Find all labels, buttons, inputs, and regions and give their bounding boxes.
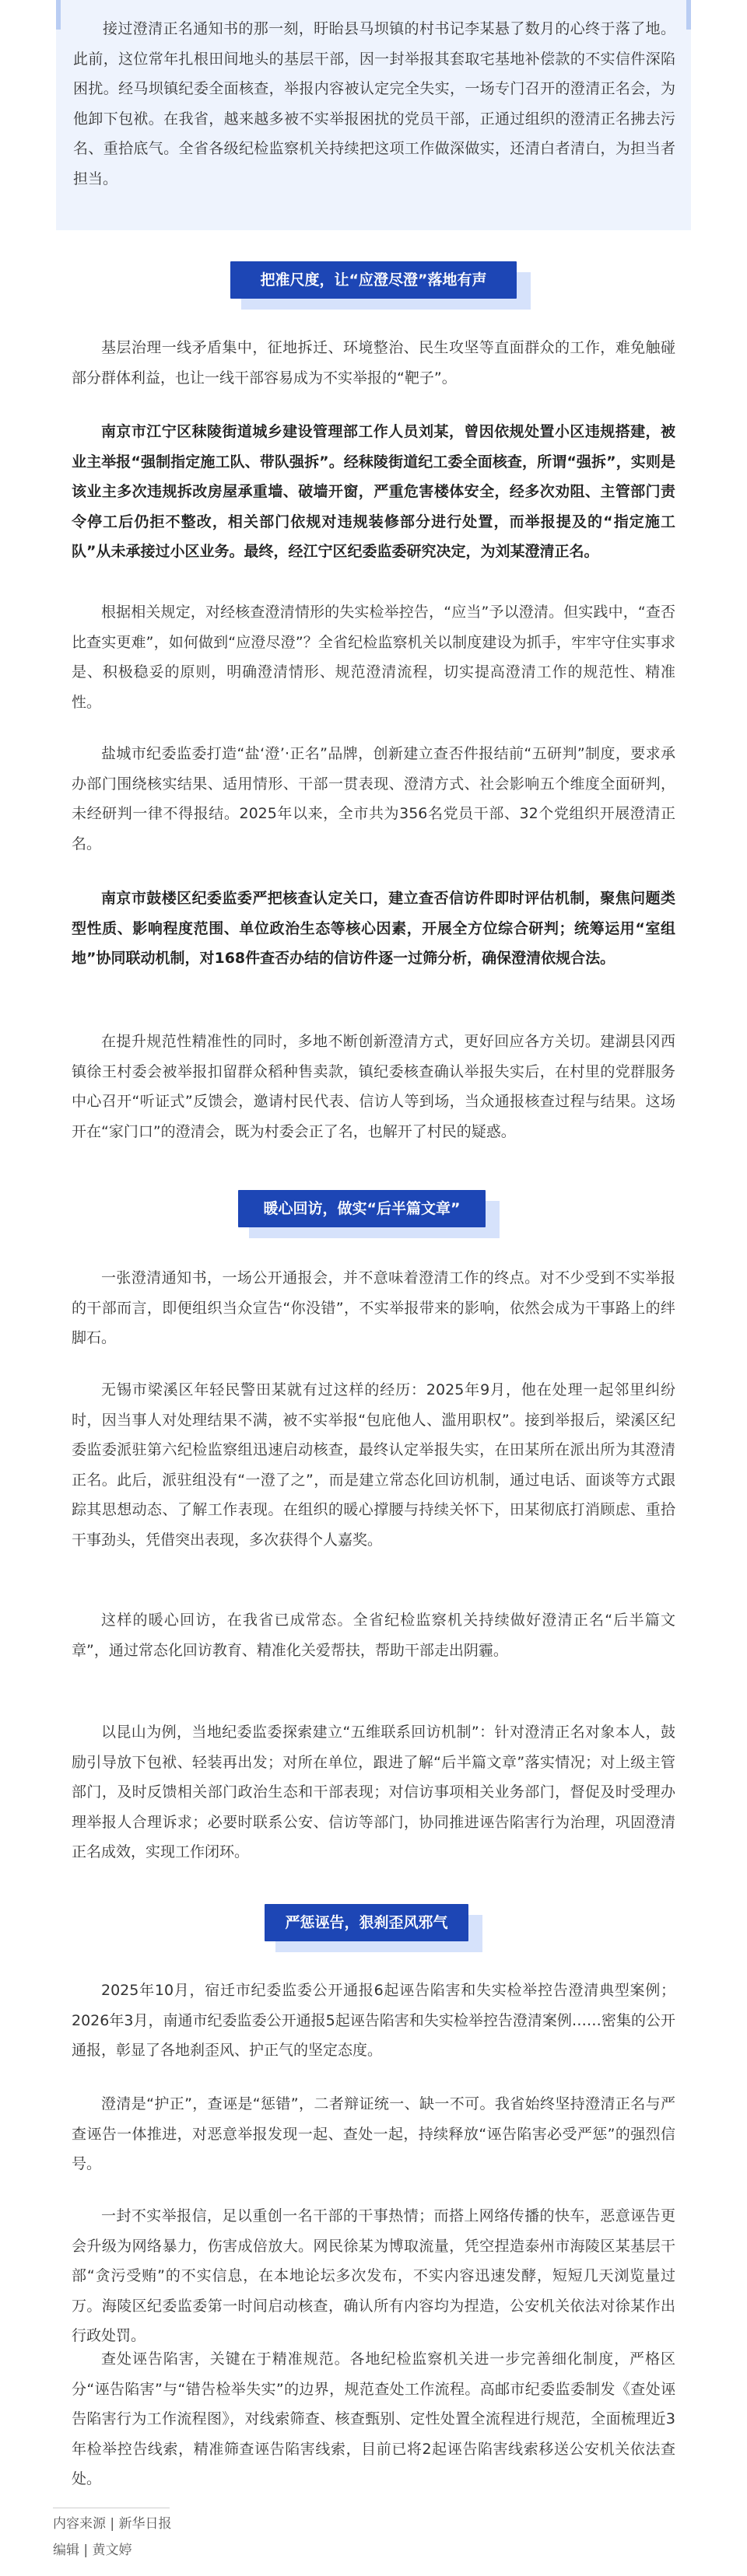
paragraph-bold: 南京市鼓楼区纪委监委严把核查认定关口，建立查否信访件即时评估机制，聚焦问题类型性质、影响程度范围、单位政治生态等核心因素，开展全方位综合研判；统筹运用“室组地”协同联动机制，对168件查否办结的信访件逐一过筛分析，确保澄清依规合法。 bbox=[72, 890, 675, 967]
paragraph: 一张澄清通知书，一场公开通报会，并不意味着澄清工作的终点。对不少受到不实举报的干部而言，即便组织当众宣告“你没错”，不实举报带来的影响，依然会成为干事路上的绊脚石。 bbox=[72, 1269, 675, 1346]
section-title: 把准尺度，让“应澄尽澄”落地有声 bbox=[230, 261, 517, 299]
paragraph: 这样的暖心回访，在我省已成常态。全省纪检监察机关持续做好澄清正名“后半篇文章”，通过常态化回访教育、精准化关爱帮扶，帮助干部走出阴霾。 bbox=[72, 1612, 675, 1659]
paragraph-bold: 南京市江宁区秣陵街道城乡建设管理部工作人员刘某，曾因依规处置小区违规搭建，被业主举报“强制指定施工队、带队强拆”。经秣陵街道纪工委全面核查，所谓“强拆”，实则是该业主多次违规拆改房屋承重墙、破墙开窗，严重危害楼体安全，经多次劝阻、主管部门责令停工后仍拒不整改，相关部门依规对违规装修部分进行处置，而举报提及的“指定施工队”从未承接过小区业务。最终，经江宁区纪委监委研究决定，为刘某澄清正名。 bbox=[72, 423, 675, 560]
paragraph: 基层治理一线矛盾集中，征地拆迁、环境整治、民生攻坚等直面群众的工作，难免触碰部分群体利益，也让一线干部容易成为不实举报的“靶子”。 bbox=[72, 339, 675, 387]
section-title: 严惩诬告，狠刹歪风邪气 bbox=[265, 1904, 468, 1941]
paragraph: 无锡市梁溪区年轻民警田某就有过这样的经历：2025年9月，他在处理一起邻里纠纷时，因当事人对处理结果不满，被不实举报“包庇他人、滥用职权”。接到举报后，梁溪区纪委监委派驻第六纪检监察组迅速启动核查，最终认定举报失实，在田某所在派出所为其澄清正名。此后，派驻组没有“一澄了之”，而是建立常态化回访机制，通过电话、面谈等方式跟踪其思想动态、了解工作表现。在组织的暖心撑腰与持续关怀下，田某彻底打消顾虑、重拾干事劲头，凭借突出表现，多次获得个人嘉奖。 bbox=[72, 1381, 675, 1549]
paragraph: 根据相关规定，对经核查澄清情形的失实检举控告，“应当”予以澄清。但实践中，“查否比查实更难”，如何做到“应澄尽澄”？全省纪检监察机关以制度建设为抓手，牢牢守住实事求是、积极稳妥的原则，明确澄清情形、规范澄清流程，切实提高澄清工作的规范性、精准性。 bbox=[72, 604, 675, 711]
intro-corner-right bbox=[686, 0, 691, 30]
footer-source: 内容来源 | 新华日报 bbox=[53, 2516, 172, 2532]
paragraph: 查处诬告陷害，关键在于精准规范。各地纪检监察机关进一步完善细化制度，严格区分“诬告陷害”与“错告检举失实”的边界，规范查处工作流程。高邮市纪委监委制发《查处诬告陷害行为工作流程图》，对线索筛查、核查甄别、定性处置全流程进行规范，全面梳理近3年检举控告线索，精准筛查诬告陷害线索，目前已将2起诬告陷害线索移送公安机关依法查处。 bbox=[72, 2350, 675, 2487]
paragraph: 在提升规范性精准性的同时，多地不断创新澄清方式，更好回应各方关切。建湖县冈西镇徐王村委会被举报扣留群众稻种售卖款，镇纪委核查确认举报失实后，在村里的党群服务中心召开“听证式”反馈会，邀请村民代表、信访人等到场，当众通报核查过程与结果。这场开在“家门口”的澄清会，既为村委会正了名，也解开了村民的疑惑。 bbox=[72, 1033, 675, 1140]
paragraph: 澄清是“护正”，查诬是“惩错”，二者辩证统一、缺一不可。我省始终坚持澄清正名与严查诬告一体推进，对恶意举报发现一起、查处一起，持续释放“诬告陷害必受严惩”的强烈信号。 bbox=[72, 2095, 675, 2172]
intro-box bbox=[56, 0, 691, 230]
section-heading-1 bbox=[0, 261, 747, 319]
section-heading-2 bbox=[0, 1190, 747, 1248]
intro-corner-left bbox=[56, 0, 61, 30]
paragraph: 一封不实举报信，足以重创一名干部的干事热情；而搭上网络传播的快车，恶意诬告更会升级为网络暴力，伤害成倍放大。网民徐某为博取流量，凭空捏造泰州市海陵区某基层干部“贪污受贿”的不实信息，在本地论坛多次发布，不实内容迅速发酵，短短几天浏览量过万。海陵区纪委监委第一时间启动核查，确认所有内容均为捏造，公安机关依法对徐某作出行政处罚。 bbox=[72, 2207, 675, 2344]
paragraph: 以昆山为例，当地纪委监委探索建立“五维联系回访机制”：针对澄清正名对象本人，鼓励引导放下包袱、轻装再出发；对所在单位，跟进了解“后半篇文章”落实情况；对上级主管部门，及时反馈相关部门政治生态和干部表现；对信访事项相关业务部门，督促及时受理办理举报人合理诉求；必要时联系公安、信访等部门，协同推进诬告陷害行为治理，巩固澄清正名成效，实现工作闭环。 bbox=[72, 1724, 675, 1860]
paragraph: 盐城市纪委监委打造“盐‘澄’·正名”品牌，创新建立查否件报结前“五研判”制度，要求承办部门围绕核实结果、适用情形、干部一贯表现、澄清方式、社会影响五个维度全面研判，未经研判一律不得报结。2025年以来，全市共为356名党员干部、32个党组织开展澄清正名。 bbox=[72, 745, 675, 852]
footer-editor: 编辑 | 黄文婷 bbox=[53, 2543, 132, 2558]
paragraph: 2025年10月，宿迁市纪委监委公开通报6起诬告陷害和失实检举控告澄清典型案例；2026年3月，南通市纪委监委公开通报5起诬告陷害和失实检举控告澄清案例……密集的公开通报，彰显了各地刹歪风、护正气的坚定态度。 bbox=[72, 1982, 675, 2059]
intro-text: 接过澄清正名通知书的那一刻，盱眙县马坝镇的村书记李某悬了数月的心终于落了地。此前，这位常年扎根田间地头的基层干部，因一封举报其套取宅基地补偿款的不实信件深陷困扰。经马坝镇纪委全面核查，举报内容被认定完全失实，一场专门召开的澄清正名会，为他卸下包袱。在我省，越来越多被不实举报困扰的党员干部，正通过组织的澄清正名拂去污名、重拾底气。全省各级纪检监察机关持续把这项工作做深做实，还清白者清白，为担当者担当。 bbox=[73, 20, 675, 187]
section-heading-3 bbox=[0, 1904, 747, 1962]
section-title: 暖心回访，做实“后半篇文章” bbox=[238, 1190, 486, 1227]
